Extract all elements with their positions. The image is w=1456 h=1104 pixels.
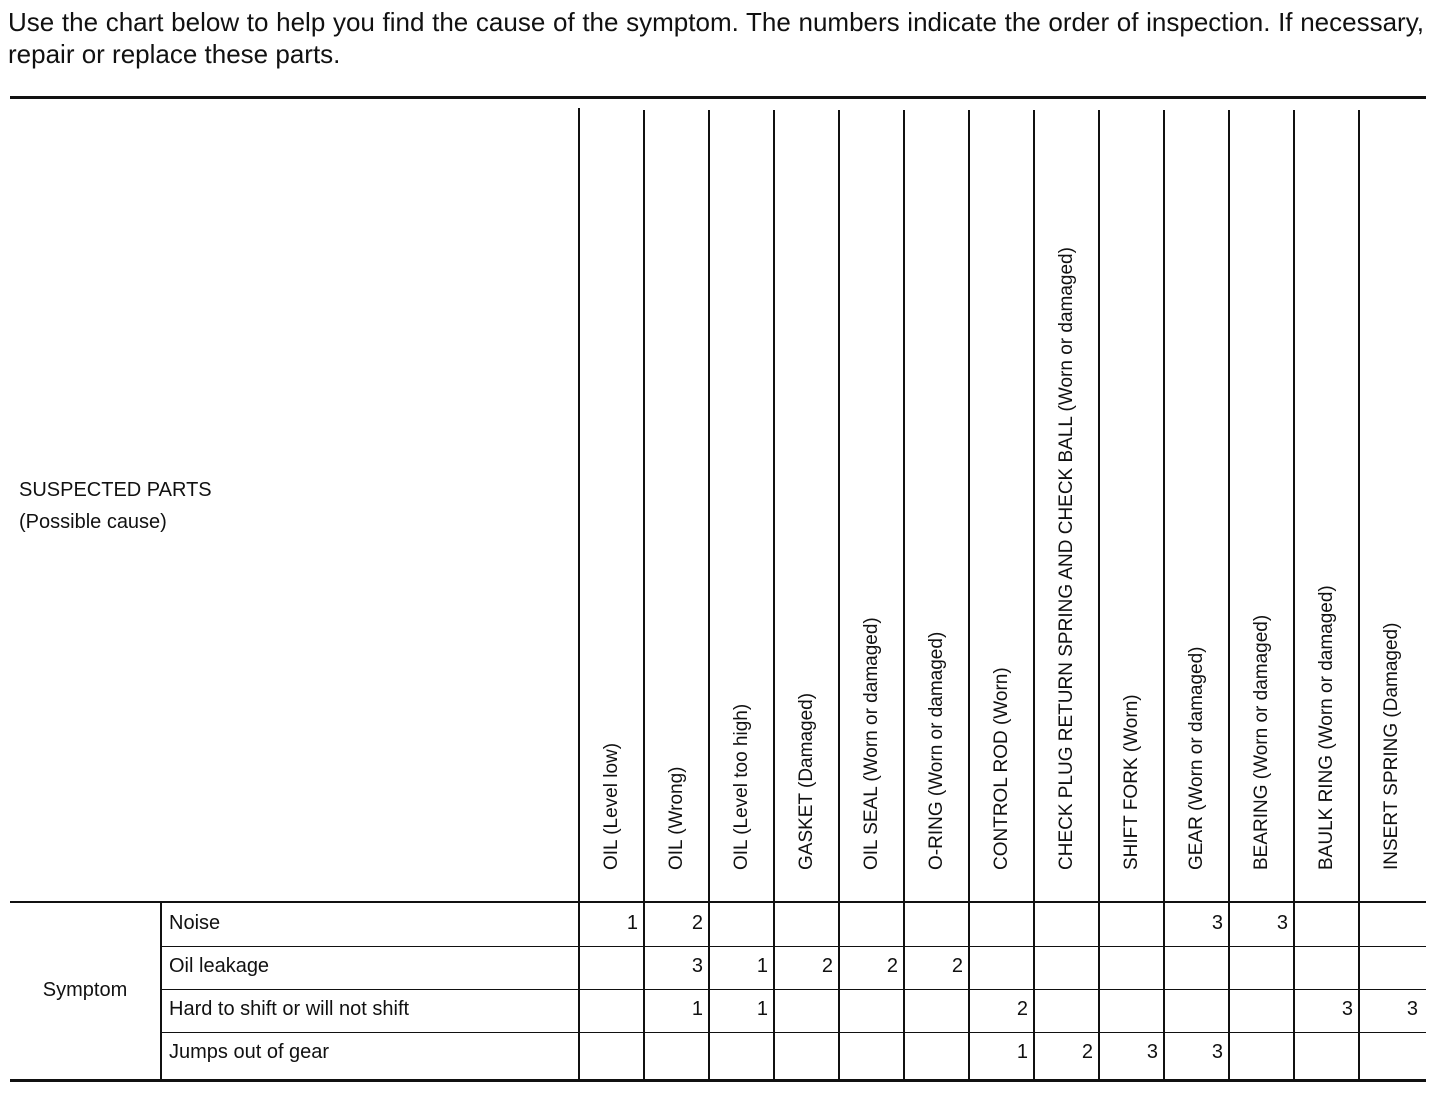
- row-label-divider: [160, 903, 162, 1079]
- column-divider: [708, 110, 710, 1079]
- column-divider: [1358, 110, 1360, 1079]
- troubleshooting-chart: [10, 96, 1426, 1082]
- row-divider: [160, 989, 1426, 990]
- inspection-order-cell: 3: [1211, 1041, 1223, 1063]
- column-header: [1179, 112, 1215, 892]
- inspection-order-cell: 1: [756, 998, 768, 1020]
- column-divider: [1033, 110, 1035, 1079]
- column-header-label: CHECK PLUG RETURN SPRING AND CHECK BALL (Worn or damaged): [1055, 247, 1077, 870]
- row-divider: [160, 1032, 1426, 1033]
- column-divider: [968, 110, 970, 1079]
- inspection-order-cell: 1: [626, 912, 638, 934]
- column-header: [789, 112, 825, 892]
- column-header-label: OIL (Wrong): [665, 766, 687, 870]
- column-header-label: GASKET (Damaged): [795, 692, 817, 870]
- column-header: [1309, 112, 1345, 892]
- column-header-label: BAULK RING (Worn or damaged): [1315, 585, 1337, 870]
- column-header-label: O-RING (Worn or damaged): [925, 631, 947, 870]
- bottom-rule: [10, 1079, 1426, 1082]
- column-header: [1374, 112, 1410, 892]
- inspection-order-cell: 2: [691, 912, 703, 934]
- inspection-order-cell: 1: [756, 955, 768, 977]
- intro-paragraph: Use the chart below to help you find the cause of the symptom. The numbers indicate the order of inspection. If necessary, repair or replace these parts.: [8, 7, 1424, 69]
- symptom-row-label: Hard to shift or will not shift: [169, 998, 410, 1020]
- inspection-order-cell: 3: [691, 955, 703, 977]
- inspection-order-cell: 1: [691, 998, 703, 1020]
- column-header: [919, 112, 955, 892]
- symptom-row-label: Jumps out of gear: [169, 1041, 330, 1063]
- inspection-order-cell: 3: [1276, 912, 1288, 934]
- inspection-order-cell: 2: [951, 955, 963, 977]
- inspection-order-cell: 3: [1341, 998, 1353, 1020]
- inspection-order-cell: 2: [1016, 998, 1028, 1020]
- suspected-parts-title: SUSPECTED PARTS: [19, 479, 212, 501]
- row-divider: [160, 946, 1426, 947]
- column-header-label: OIL (Level low): [600, 742, 622, 870]
- inspection-order-cell: 2: [821, 955, 833, 977]
- top-rule: [10, 96, 1426, 99]
- symptom-label: Symptom: [42, 979, 128, 1001]
- column-header: [854, 112, 890, 892]
- column-divider: [903, 110, 905, 1079]
- column-header: [1049, 112, 1085, 892]
- column-header-label: CONTROL ROD (Worn): [990, 667, 1012, 870]
- suspected-parts-subtitle: (Possible cause): [19, 511, 167, 533]
- column-divider: [1098, 110, 1100, 1079]
- column-header-label: GEAR (Worn or damaged): [1185, 646, 1207, 870]
- column-header: [659, 112, 695, 892]
- column-header-label: OIL (Level too high): [730, 703, 752, 870]
- column-header: [1244, 112, 1280, 892]
- symptom-row-label: Noise: [169, 912, 221, 934]
- inspection-order-cell: 3: [1406, 998, 1418, 1020]
- inspection-order-cell: 2: [886, 955, 898, 977]
- column-divider: [838, 110, 840, 1079]
- column-header: [724, 112, 760, 892]
- column-header-label: OIL SEAL (Worn or damaged): [860, 617, 882, 870]
- column-header: [594, 112, 630, 892]
- column-header-label: INSERT SPRING (Damaged): [1380, 622, 1402, 870]
- column-header-label: SHIFT FORK (Worn): [1120, 694, 1142, 870]
- column-divider: [1293, 110, 1295, 1079]
- suspected-parts-heading: [19, 474, 212, 538]
- inspection-order-cell: 3: [1211, 912, 1223, 934]
- symptom-row-label: Oil leakage: [169, 955, 270, 977]
- inspection-order-cell: 1: [1016, 1041, 1028, 1063]
- column-header-label: BEARING (Worn or damaged): [1250, 614, 1272, 870]
- inspection-order-cell: 3: [1146, 1041, 1158, 1063]
- column-header: [1114, 112, 1150, 892]
- inspection-order-cell: 2: [1081, 1041, 1093, 1063]
- column-header: [984, 112, 1020, 892]
- header-divider: [10, 901, 1426, 903]
- column-divider: [773, 110, 775, 1079]
